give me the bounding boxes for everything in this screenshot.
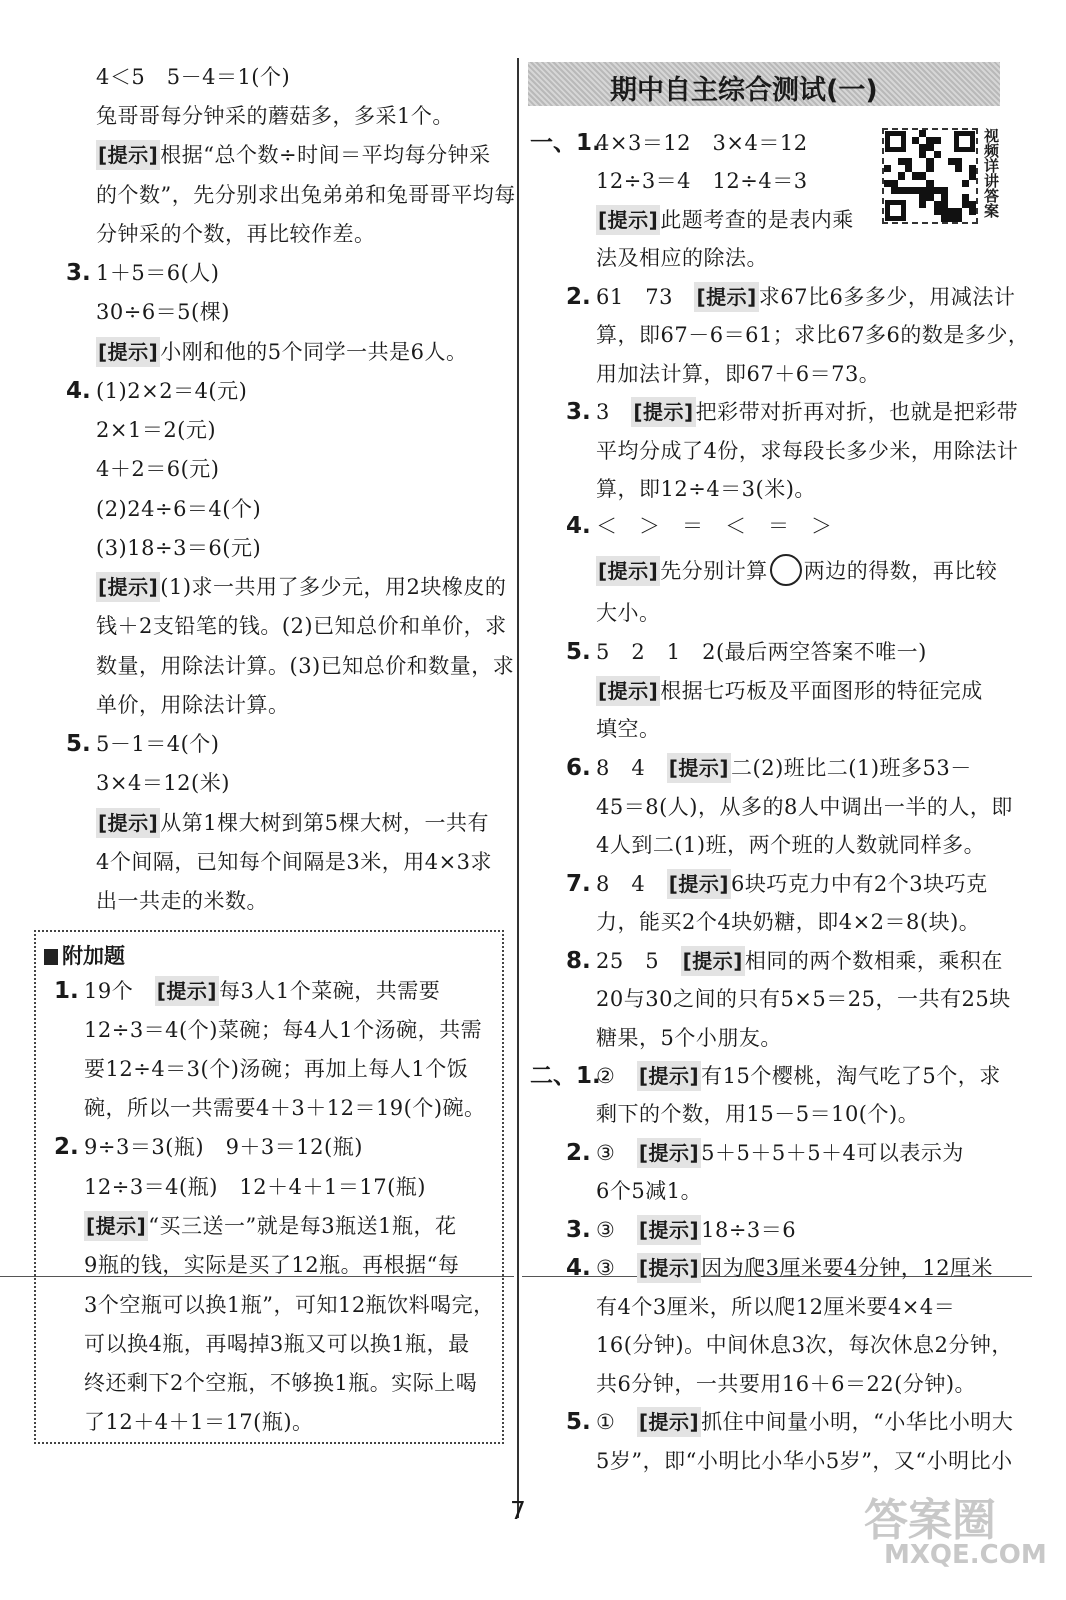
line-text: 力，能买2个4块奶糖，即4×2＝8(块)。: [596, 910, 981, 934]
qr-module: [891, 180, 898, 187]
line-text: 兔哥哥每分钟采的蘑菇多，多采1个。: [96, 104, 454, 128]
qr-module: [912, 187, 919, 194]
qr-module: [934, 208, 941, 215]
line-text: 8 4: [596, 756, 667, 780]
line-text: 18÷3＝6: [701, 1218, 797, 1242]
comparison-circle-icon: [770, 554, 802, 586]
right-line: [596, 397, 1018, 427]
line-text: 6块巧克力中有2个3块巧克: [731, 872, 988, 896]
right-question-number: 2.: [566, 1140, 591, 1166]
hint-tag: [提示]: [681, 946, 745, 976]
left-question-number: 4.: [66, 378, 91, 404]
line-text: ②: [596, 1064, 637, 1088]
line-text: 单价，用除法计算。: [96, 693, 290, 717]
qr-finder: [885, 131, 906, 152]
line-text: 16(分钟)。中间休息3次，每次休息2分钟，: [596, 1333, 1013, 1357]
left-question-number: 5.: [66, 731, 91, 757]
extra-line: [84, 976, 440, 1006]
right-line: [596, 1176, 702, 1206]
right-line: [596, 282, 1015, 312]
line-text: 5＋5＋5＋5＋4可以表示为: [701, 1141, 964, 1165]
right-question-number: 二、1.: [530, 1063, 601, 1089]
qr-module: [919, 201, 926, 208]
hint-tag: [提示]: [637, 1215, 701, 1245]
hint-tag: [提示]: [596, 205, 660, 235]
line-text: 20与30之间的只有5×5＝25，一共有25块: [596, 987, 1011, 1011]
qr-module: [919, 151, 926, 158]
left-line: [96, 690, 290, 720]
line-text: ③: [596, 1141, 637, 1165]
line-text: 求67比6多多少，用减法计: [758, 285, 1016, 309]
qr-module: [898, 172, 905, 179]
line-text: “买三送一”就是每3瓶送1瓶，花: [148, 1214, 457, 1238]
flag-icon: [44, 949, 58, 965]
extra-questions-title: [44, 940, 125, 970]
line-text: 25 5: [596, 949, 681, 973]
right-line: [596, 753, 972, 783]
line-text: (1)求一共用了多少元，用2块橡皮的: [160, 575, 507, 599]
line-text: 了12＋4＋1＝17(瓶)。: [84, 1410, 314, 1434]
line-text: 从第1棵大树到第5棵大树，一共有: [160, 811, 490, 835]
line-text: 45＝8(人)，从多的8人中调出一半的人，即: [596, 795, 1013, 819]
right-line: [596, 1061, 1001, 1091]
qr-module: [926, 137, 933, 144]
line-text: 6个5减1。: [596, 1179, 703, 1203]
line-text: 5－1＝4(个): [96, 732, 220, 756]
line-text: 要12÷4＝3(个)汤碗；再加上每人1个饭: [84, 1057, 469, 1081]
qr-finder: [885, 200, 906, 221]
line-text: (3)18÷3＝6(元): [96, 536, 262, 560]
hint-tag: [提示]: [637, 1061, 701, 1091]
qr-module: [926, 187, 933, 194]
hint-tag: [提示]: [694, 282, 758, 312]
hint-tag: [提示]: [637, 1407, 701, 1437]
right-line: [596, 1369, 976, 1399]
line-text: 每3人1个菜碗，共需要: [219, 979, 441, 1003]
qr-module: [926, 158, 933, 165]
qr-module: [969, 172, 976, 179]
right-question-number: 3.: [566, 1217, 591, 1243]
line-text: 两边的得数，再比较: [803, 559, 998, 583]
qr-module: [934, 151, 941, 158]
right-line: [596, 1138, 964, 1168]
line-text: 法及相应的除法。: [596, 246, 768, 270]
hint-tag: [提示]: [667, 869, 731, 899]
right-line: [596, 907, 980, 937]
page-number: 7: [510, 1496, 526, 1525]
line-text: 的个数”，先分别求出兔弟弟和兔哥哥平均每: [96, 183, 516, 207]
left-line: [96, 572, 506, 602]
right-question-number: 2.: [566, 284, 591, 310]
line-text: 可以换4瓶，再喝掉3瓶又可以换1瓶，最: [84, 1332, 470, 1356]
extra-line: [84, 1250, 459, 1280]
right-line: [596, 792, 1013, 822]
line-text: 此题考查的是表内乘: [660, 208, 854, 232]
left-line: [96, 454, 219, 484]
qr-module: [962, 180, 969, 187]
qr-module: [905, 187, 912, 194]
right-line: [596, 320, 1029, 350]
line-text: 大小。: [596, 601, 661, 625]
qr-module: [948, 208, 955, 215]
extra-line: [84, 1211, 456, 1241]
hint-tag: [提示]: [637, 1253, 701, 1283]
qr-module: [919, 194, 926, 201]
left-line: [96, 494, 261, 524]
line-text: 剩下的个数，用15－5＝10(个)。: [596, 1102, 920, 1126]
left-line: [96, 415, 216, 445]
qr-module: [898, 158, 905, 165]
line-text: 5岁”，即“小明比小华小5岁”，又“小明比小: [596, 1449, 1013, 1473]
line-text: 用加法计算，即67＋6＝73。: [596, 362, 881, 386]
qr-module: [955, 165, 962, 172]
qr-module: [919, 172, 926, 179]
extra-line: [84, 1054, 468, 1084]
line-text: 3个空瓶可以换1瓶”，可知12瓶饮料喝完，: [84, 1293, 495, 1317]
right-line: [596, 474, 816, 504]
right-line: [596, 1215, 796, 1245]
right-question-number: 一、1.: [530, 130, 601, 156]
right-line: [596, 554, 997, 586]
right-line: [596, 1446, 1013, 1476]
line-text: 碗，所以一共需要4＋3＋12＝19(个)碗。: [84, 1096, 486, 1120]
line-text: 2×1＝2(元): [96, 418, 217, 442]
line-text: 19个: [84, 979, 155, 1003]
line-text: 有15个樱桃，淘气吃了5个，求: [701, 1064, 1001, 1088]
qr-module: [919, 130, 926, 137]
line-text: ③: [596, 1218, 637, 1242]
section-title: 期中自主综合测试(一): [610, 75, 878, 106]
qr-code-icon[interactable]: [882, 128, 978, 224]
right-question-number: 8.: [566, 948, 591, 974]
extra-question-number: 1.: [54, 978, 79, 1004]
line-text: 共6分钟，一共要用16＋6＝22(分钟)。: [596, 1372, 977, 1396]
line-text: 8 4: [596, 872, 667, 896]
line-text: 4＜5 5－4＝1(个): [96, 65, 291, 89]
watermark-url: MXQE.COM: [884, 1540, 1047, 1570]
qr-module: [919, 144, 926, 151]
left-question-number: 3.: [66, 260, 91, 286]
qr-module: [912, 172, 919, 179]
right-line: [596, 205, 854, 235]
right-line: [596, 1023, 782, 1053]
line-text: 9瓶的钱，实际是买了12瓶。再根据“每: [84, 1253, 460, 1277]
line-text: 12÷3＝4 12÷4＝3: [596, 169, 808, 193]
line-text: 分钟采的个数，再比较作差。: [96, 222, 376, 246]
qr-module: [934, 201, 941, 208]
right-question-number: 4.: [566, 513, 591, 539]
left-line: [96, 297, 230, 327]
right-line: [596, 1292, 955, 1322]
left-line: [96, 140, 491, 170]
line-text: 根据“总个数÷时间＝平均每分钟采: [160, 143, 491, 167]
extra-line: [84, 1290, 495, 1320]
qr-module: [941, 215, 948, 222]
qr-module: [926, 180, 933, 187]
right-line: [596, 1253, 993, 1283]
line-text: ①: [596, 1410, 637, 1434]
right-line: [596, 714, 661, 744]
right-question-number: 7.: [566, 871, 591, 897]
extra-line: [84, 1172, 426, 1202]
qr-module: [969, 165, 976, 172]
line-text: 平均分成了4份，求每段长多少米，用除法计: [596, 439, 1019, 463]
extra-line: [84, 1407, 314, 1437]
right-line: [596, 243, 768, 273]
hint-tag: [提示]: [96, 337, 160, 367]
line-text: 5 2 1 2(最后两空答案不唯一): [596, 640, 927, 664]
extra-line: [84, 1368, 477, 1398]
left-line: [96, 62, 290, 92]
qr-module: [919, 187, 926, 194]
line-text: (1)2×2＝4(元): [96, 379, 248, 403]
line-text: 小刚和他的5个同学一共是6人。: [160, 340, 468, 364]
qr-module: [926, 194, 933, 201]
extra-line: [84, 1132, 363, 1162]
line-text: 算，即12÷4＝3(米)。: [596, 477, 816, 501]
line-text: 4个间隔，已知每个间隔是3米，用4×3求: [96, 850, 493, 874]
line-text: 3×4＝12(米): [96, 771, 230, 795]
line-text: (2)24÷6＝4(个): [96, 497, 262, 521]
left-line: [96, 651, 514, 681]
line-text: 1＋5＝6(人): [96, 261, 220, 285]
qr-module: [934, 187, 941, 194]
qr-module: [926, 165, 933, 172]
column-divider: [517, 58, 519, 1518]
line-text: 把彩带对折再对折，也就是把彩带: [695, 400, 1019, 424]
qr-module: [955, 208, 962, 215]
qr-module: [955, 215, 962, 222]
qr-module: [941, 208, 948, 215]
left-line: [96, 101, 454, 131]
hint-tag: [提示]: [667, 753, 731, 783]
hint-tag: [提示]: [96, 140, 160, 170]
right-line: [596, 946, 1003, 976]
hint-tag: [提示]: [637, 1138, 701, 1168]
right-line: [596, 436, 1018, 466]
qr-module: [934, 137, 941, 144]
qr-module: [898, 187, 905, 194]
right-question-number: 4.: [566, 1255, 591, 1281]
right-line: [596, 166, 808, 196]
extra-line: [84, 1329, 470, 1359]
left-line: [96, 768, 230, 798]
hint-tag: [提示]: [596, 676, 660, 706]
line-text: 因为爬3厘米要4分钟，12厘米: [701, 1256, 994, 1280]
line-text: 糖果，5个小朋友。: [596, 1026, 782, 1050]
qr-module: [948, 215, 955, 222]
qr-module: [962, 194, 969, 201]
qr-module: [905, 158, 912, 165]
right-question-number: 5.: [566, 1409, 591, 1435]
line-text: 61 73: [596, 285, 695, 309]
left-line: [96, 808, 489, 838]
qr-module: [912, 137, 919, 144]
right-line: [596, 511, 833, 541]
right-line: [596, 676, 983, 706]
line-text: 12÷3＝4(个)菜碗；每4人1个汤碗，共需: [84, 1018, 483, 1042]
right-line: [596, 984, 1011, 1014]
qr-module: [969, 201, 976, 208]
qr-module: [962, 201, 969, 208]
line-text: 算，即67－6＝61；求比67多6的数是多少，: [596, 323, 1030, 347]
left-line: [96, 729, 219, 759]
watermark-logo: 答案圈: [864, 1495, 996, 1546]
line-text: 根据七巧板及平面图形的特征完成: [660, 679, 983, 703]
line-text: 9÷3＝3(瓶) 9＋3＝12(瓶): [84, 1135, 363, 1159]
line-text: 钱＋2支铅笔的钱。(2)已知总价和单价，求: [96, 614, 507, 638]
qr-module: [926, 144, 933, 151]
line-text: 4＋2＝6(元): [96, 457, 220, 481]
qr-module: [891, 187, 898, 194]
line-text: 3: [596, 400, 632, 424]
qr-module: [955, 158, 962, 165]
left-line: [96, 219, 376, 249]
left-line: [96, 611, 507, 641]
line-text: 出一共走的米数。: [96, 889, 268, 913]
left-line: [96, 180, 516, 210]
qr-module: [948, 158, 955, 165]
hint-tag: [提示]: [96, 572, 160, 602]
line-text: 30÷6＝5(棵): [96, 300, 230, 324]
right-line: [596, 598, 661, 628]
extra-title-text: 附加题: [62, 944, 125, 968]
qr-finder: [954, 131, 975, 152]
line-text: 终还剩下2个空瓶，不够换1瓶。实际上喝: [84, 1371, 478, 1395]
extra-line: [84, 1015, 482, 1045]
line-text: 12÷3＝4(瓶) 12＋4＋1＝17(瓶): [84, 1175, 426, 1199]
right-line: [596, 1407, 1013, 1437]
line-text: 相同的两个数相乘，乘积在: [744, 949, 1003, 973]
qr-module: [941, 194, 948, 201]
qr-module: [905, 165, 912, 172]
right-question-number: 5.: [566, 639, 591, 665]
line-text: 先分别计算: [660, 559, 768, 583]
line-text: 数量，用除法计算。(3)已知总价和数量，求: [96, 654, 515, 678]
right-line: [596, 869, 988, 899]
hint-tag: [提示]: [596, 556, 660, 586]
line-text: 有4个3厘米，所以爬12厘米要4×4＝: [596, 1295, 956, 1319]
qr-module: [969, 208, 976, 215]
line-text: 抓住中间量小明，“小华比小明大: [701, 1410, 1014, 1434]
right-line: [596, 830, 985, 860]
left-line: [96, 337, 468, 367]
line-text: 4人到二(1)班，两个班的人数就同样多。: [596, 833, 986, 857]
hint-tag: [提示]: [631, 397, 695, 427]
line-text: 填空。: [596, 717, 661, 741]
line-text: ③: [596, 1256, 637, 1280]
right-line: [596, 1099, 919, 1129]
hint-tag: [提示]: [96, 808, 160, 838]
qr-module: [941, 187, 948, 194]
qr-module: [941, 201, 948, 208]
right-question-number: 3.: [566, 399, 591, 425]
hint-tag: [提示]: [84, 1211, 148, 1241]
left-line: [96, 376, 247, 406]
right-line: [596, 359, 880, 389]
extra-question-number: 2.: [54, 1134, 79, 1160]
right-line: [596, 128, 808, 158]
right-line: [596, 637, 927, 667]
line-text: 4×3＝12 3×4＝12: [596, 131, 808, 155]
left-line: [96, 258, 219, 288]
left-line: [96, 886, 268, 916]
qr-module: [884, 180, 891, 187]
hint-tag: [提示]: [155, 976, 219, 1006]
line-text: 二(2)班比二(1)班多53－: [731, 756, 972, 780]
right-line: [596, 1330, 1013, 1360]
left-line: [96, 533, 261, 563]
qr-module: [884, 165, 891, 172]
line-text: ＜ ＞ ＝ ＜ ＝ ＞: [596, 514, 833, 538]
extra-line: [84, 1093, 486, 1123]
right-question-number: 6.: [566, 755, 591, 781]
qr-label: 视频详讲答案: [982, 128, 1000, 218]
left-line: [96, 847, 492, 877]
